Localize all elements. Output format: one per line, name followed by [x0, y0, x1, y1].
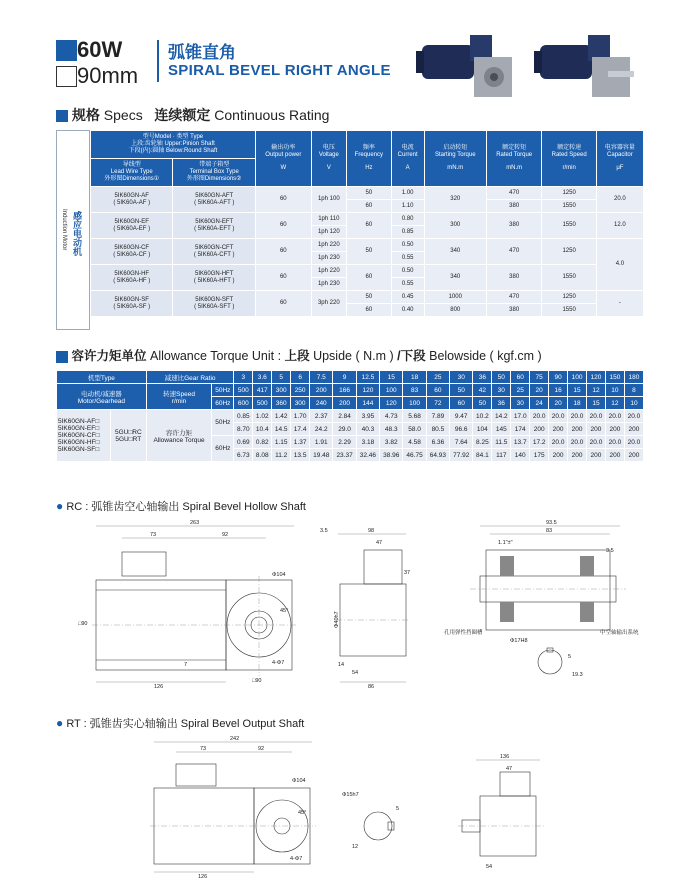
svg-text:Φ15h7: Φ15h7	[342, 792, 359, 798]
svg-text:263: 263	[190, 520, 200, 526]
rt-drawing-front	[140, 734, 320, 880]
svg-text:孔用弹性挡圈槽: 孔用弹性挡圈槽	[444, 630, 483, 636]
svg-text:1.1"±": 1.1"±"	[498, 540, 513, 546]
col-frequency: 频率 Frequency Hz	[346, 131, 391, 187]
svg-text:7: 7	[184, 662, 188, 668]
col-rated-torque: 额定转矩 Rated Torque mN.m	[486, 131, 542, 187]
rc-drawing-section	[420, 516, 642, 692]
svg-text:86: 86	[368, 684, 375, 690]
rt-heading: ● RT : 弧锥齿实心轴输出 Spiral Bevel Output Shaft	[56, 716, 305, 730]
svg-text:□90: □90	[78, 621, 88, 627]
divider	[157, 40, 159, 82]
table-row: 5IK60GN-AF□ 5IK60GN-EF□ 5IK60GN-CF□ 5IK60GN-HF□ 5IK60GN-SF□ 5GU□RC 5GU□RT 容许力矩 Allowance Torque 50Hz 0.85 1.02 1.42 1.70 2.37 2.84 3.95 4.73 5.68 7.89 9.47 10.2 14.2 17.0 20.0 20.0 20.0 20.0 20.0 20.0	[57, 410, 644, 423]
col-starting-torque: 启动转矩 Starting Torque mN.m	[424, 131, 486, 187]
svg-text:98: 98	[368, 528, 375, 534]
rt-drawing-shaft	[338, 786, 418, 856]
table-row: 5IK60GN-HF ( 5IK60A-HF ) 5IK60GN-HFT ( 5IK60A-HFT ) 60 1ph 220 60 0.50 340 380 1550	[91, 265, 644, 278]
svg-text:45°: 45°	[280, 608, 289, 614]
table-row: 8.70 10.4 14.5 17.4 24.2 29.0 40.3 48.3 58.0 80.5 96.6 104 145 174 200 200 200 200 200 200	[57, 423, 644, 436]
rc-heading: ● RC : 弧锥齿空心轴输出 Spiral Bevel Hollow Shaft	[56, 499, 306, 513]
svg-text:4-Φ7: 4-Φ7	[272, 660, 285, 666]
table-row: 5IK60GN-CF ( 5IK60A-CF ) 5IK60GN-CFT ( 5IK60A-CFT ) 60 1ph 220 50 0.50 340 470 1250 4.0	[91, 239, 644, 252]
svg-text:37: 37	[404, 570, 411, 576]
svg-text:Φ104: Φ104	[292, 778, 306, 784]
svg-text:12: 12	[352, 844, 359, 850]
svg-text:3.5: 3.5	[320, 528, 328, 534]
svg-text:126: 126	[154, 684, 164, 690]
svg-text:92: 92	[258, 746, 265, 752]
torque-heading: 容许力矩单位 Allowance Torque Unit : 上段 Upside ( N.m ) /下段 Belowside ( kgf.cm )	[56, 346, 542, 364]
motor-photo-1	[414, 27, 524, 107]
title-cn: 弧锥直角	[168, 43, 236, 62]
svg-text:242: 242	[230, 736, 240, 742]
svg-text:73: 73	[200, 746, 207, 752]
table-row: 6.73 8.08 11.2 13.5 19.48 23.37 32.46 38.96 46.75 64.93 77.92 84.1 117 140 175 200 200 200 200 200	[57, 449, 644, 462]
svg-text:3.5: 3.5	[606, 548, 614, 554]
rc-drawing-side	[318, 524, 418, 690]
table-row: 60Hz 600 500 360 300 240 200 144 120 100 72 60 50 36 30 24 20 18 15 12 10	[57, 397, 644, 410]
svg-text:54: 54	[486, 864, 493, 870]
specs-table: 型号Model · 类型 Type 上段:齿轮轴 Upper:Pinion Shaft 下段(内):圆轴 Below:Round Shaft 输出功率 Output power W 电压 Voltage V 频率 Frequency Hz 电流 Current A 启动转矩 Starting Torque mN.m 额定转矩 Rated Torque mN.m 额定转速 Rated Speed r/min 电容器容量 Capacitor μF 导线型 Lead Wire Type 外形图Dimensions① 带端子箱型 Terminal Box Type 外形图Dimensions② 5IK60GN-AF ( 5IK60A-AF ) 5IK60GN-AFT ( 5IK60A-AFT ) 60 1ph 100 50 1.00 320 470 1250 20.0 60 1.10 380 1550 5IK60GN-EF ( 5IK60A-EF ) 5IK60GN-EFT ( 5IK60A-EFT ) 60 1ph 110 60 0.80 300 380 1550 12.0 1ph 120 0.85 5IK60GN-CF ( 5IK60A-CF ) 5IK60GN-CFT ( 5IK60A-CFT ) 60 1ph 220 50 0.50 340 470 1250 4.0 1ph 230 0.55 5IK60GN-HF ( 5IK60A-HF ) 5IK60GN-HFT ( 5IK60A-HFT ) 60 1ph 220 60 0.50 340 380 1550 1ph 230 0.55 5IK60GN-SF ( 5IK60A-SF ) 5IK60GN-SFT ( 5IK60A-SFT ) 60 3ph 220 50 0.45 1000 470 1250 - 60 0.40 800 380 1550	[90, 130, 644, 317]
svg-text:Φ17H8: Φ17H8	[510, 638, 528, 644]
svg-text:Φ40h7: Φ40h7	[334, 611, 340, 628]
rc-drawing-front	[72, 516, 312, 692]
svg-text:19.3: 19.3	[572, 672, 583, 678]
table-row: 5IK60GN-SF ( 5IK60A-SF ) 5IK60GN-SFT ( 5IK60A-SFT ) 60 3ph 220 50 0.45 1000 470 1250 -	[91, 291, 644, 304]
size-label: 90mm	[56, 62, 138, 89]
table-row: 5IK60GN-AF ( 5IK60A-AF ) 5IK60GN-AFT ( 5IK60A-AFT ) 60 1ph 100 50 1.00 320 470 1250 20.0	[91, 187, 644, 200]
col-output: 输出功率 Output power W	[255, 131, 311, 187]
svg-text:14: 14	[338, 662, 345, 668]
col-voltage: 电压 Voltage V	[311, 131, 346, 187]
table-row: 60Hz 0.69 0.82 1.15 1.37 1.91 2.29 3.18 3.82 4.58 6.36 7.64 8.25 11.5 13.7 17.2 20.0 20.0 20.0 20.0 20.0	[57, 436, 644, 449]
torque-table	[56, 370, 644, 462]
svg-text:83: 83	[546, 528, 553, 534]
svg-text:136: 136	[500, 754, 510, 760]
header	[56, 36, 416, 88]
title-en: SPIRAL BEVEL RIGHT ANGLE	[168, 62, 391, 79]
svg-text:□90: □90	[252, 678, 262, 684]
svg-text:5: 5	[568, 654, 572, 660]
svg-text:45°: 45°	[298, 810, 307, 816]
svg-text:5: 5	[396, 806, 400, 812]
svg-text:47: 47	[376, 540, 383, 546]
svg-text:92: 92	[222, 532, 229, 538]
svg-text:Φ104: Φ104	[272, 572, 286, 578]
table-row: 5IK60GN-EF ( 5IK60A-EF ) 5IK60GN-EFT ( 5IK60A-EFT ) 60 1ph 110 60 0.80 300 380 1550 12.0	[91, 213, 644, 226]
table-row: 机型Type 减速比Gear Ratio 3 3.6 5 6 7.5 9 12.5 15 18 25 30 36 50 60 75 90 100 120 150 180	[57, 371, 644, 384]
svg-text:中空轴输出系统: 中空轴输出系统	[600, 630, 639, 636]
svg-text:93.5: 93.5	[546, 520, 557, 526]
col-current: 电流 Current A	[391, 131, 424, 187]
svg-text:73: 73	[150, 532, 157, 538]
power-label: 60W	[56, 36, 122, 63]
specs-heading: 规格 Specs 连续额定 Continuous Rating	[56, 105, 329, 125]
svg-text:126: 126	[198, 874, 208, 880]
svg-text:54: 54	[352, 670, 359, 676]
specs-side: Induction Motor 感应电动机	[56, 130, 90, 330]
svg-text:4-Φ7: 4-Φ7	[290, 856, 303, 862]
col-rated-speed: 额定转速 Rated Speed r/min	[542, 131, 596, 187]
col-capacitor: 电容器容量 Capacitor μF	[596, 131, 643, 187]
svg-text:47: 47	[506, 766, 513, 772]
motor-photo-2	[532, 27, 642, 107]
rt-drawing-side	[456, 752, 548, 878]
table-row: 电动机/减速器 Motor/Gearhead 转速Speed r/min 50Hz 500 417 300 250 200 166 120 100 83 60 50 42 30 25 20 16 15 12 10 8	[57, 384, 644, 397]
